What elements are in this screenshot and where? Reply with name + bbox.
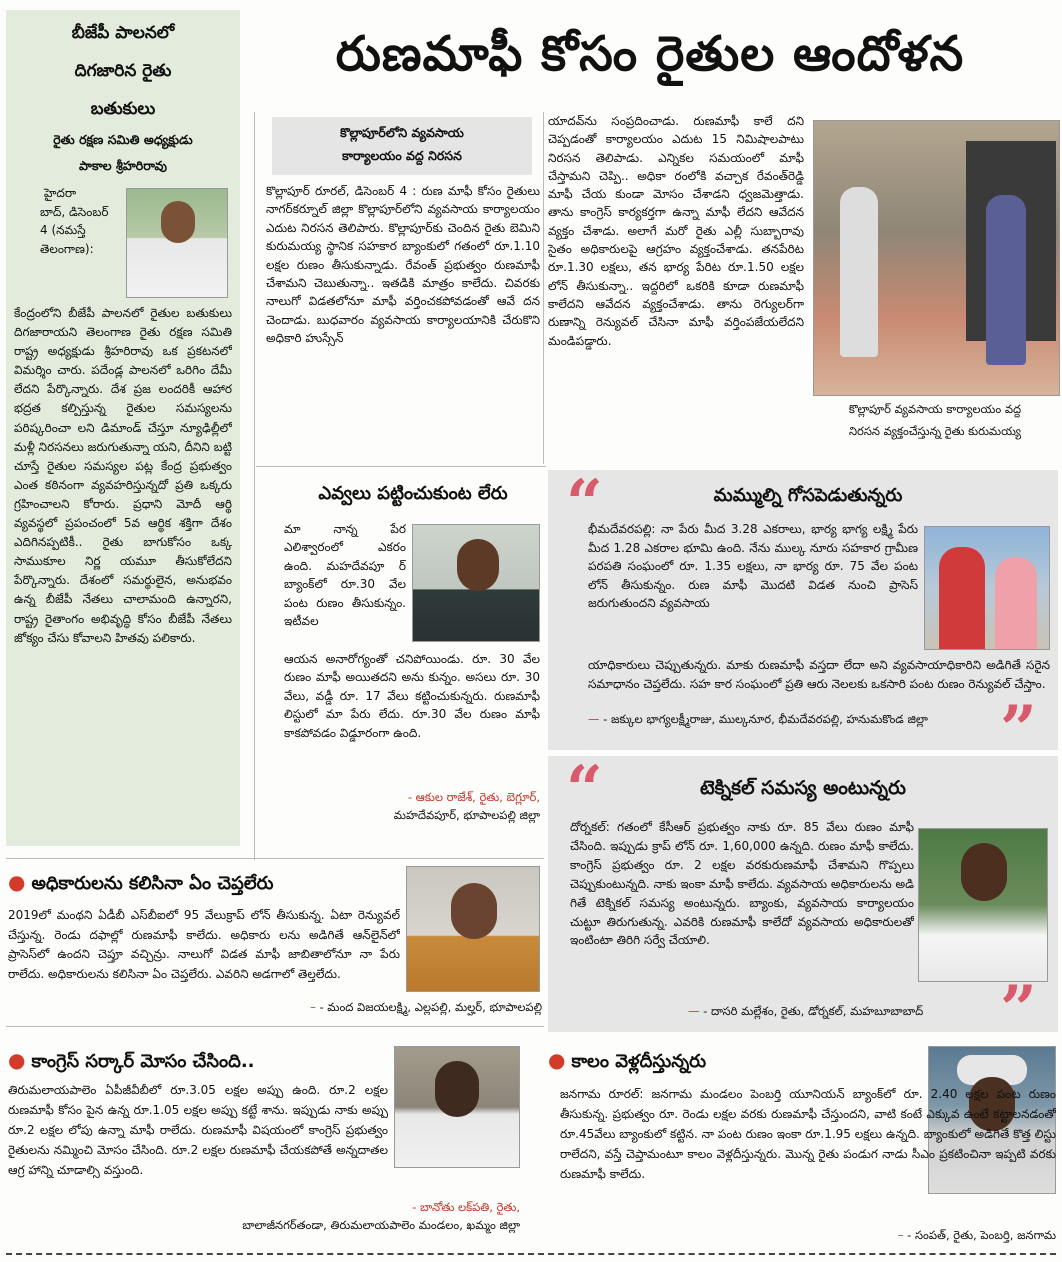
technical-portrait-photo	[918, 828, 1048, 982]
evvaru-byline	[284, 788, 540, 824]
sidebar-subtitle-line-2: పాకాల శ్రీహరిరావు	[78, 158, 168, 173]
bullet-icon: ●	[548, 1048, 566, 1072]
sidebar-title-line-3: బతుకులు	[90, 99, 156, 119]
sidebar-body: కేంద్రంలోని బీజేపీ పాలనలో రైతుల బతుకులు దిగజారాయని తెలంగాణ రైతు రక్షణ సమితి రాష్ట్ర అధ్యక్షుడు శ్రీహరిరావు ఒక ప్రకటనలో విమర్శిం చారు. పదేండ్ల పాలనలో ఒరిగిం దేమీ లేదని పేర్కొన్నారు. దేశ ప్రజ లందరికీ ఆహార భద్రత కల్పిస్తున్న రైతుల సమస్యలను పరిష్కరించా లని డిమాండ్ చేస్తూ న్యూఢిల్లీలో మళ్లీ నిరసనలు జరుగుతున్నా యని, దీనిని బట్టి చూస్తే రైతుల సమస్యల పట్ల కేంద్ర ప్రభుత్వం ఎంత కఠినంగా వ్యవహరిస్తున్నదో ప్రతి ఒక్కరు గ్రహించాలని కోరారు. ప్రధాని మోదీ ఆర్థి వ్యవస్థలో ప్రపంచంలో 5వ ఆర్థిక శక్తిగా దేశం ఎదిగినప్పటికీ.. రైతు బాగుకోసం ఒక్క సాముకూల నిర్ణ యమూ తీసుకోలేదని పేర్కొన్నారు. దేశంలో సమర్థులైన, అనుభవం ఉన్న బీజేపీ నేతలు చాలామంది ఉన్నారని, రాష్ట్ర రైతాంగం అభివృద్ధి కోసం బీజేపీ నేతలు జోక్యం చేసు కోవాలని హితవు పలికారు.	[14, 306, 232, 645]
adhikarulanu-title	[8, 868, 408, 898]
sidebar-title-line-2: దిగజారిన రైతు	[74, 61, 172, 81]
adhikarulanu-body: 2019లో మంథని ఏడీబీ ఎస్‌బీఐలో 95 వేలుక్రాప్ లోన్ తీసుకున్న. ఏటా రెన్యువల్ చేస్తున్న. రెండు దఫాల్లో రుణమాఫీ కాలేదు. అధికారు లను అడిగితే ఆన్‌లైన్‌లో ప్రాసెస్‌లో ఉందని చెప్తూ వచ్చిన్రు. నాలుగో విడత మాఫీ జాబితాలోనూ నా పేరు రాలేదు. అధికారులను కలిసినా ఏం చెప్తలేరు. ఎవరిని అడగాలో తెల్తలేదు.	[8, 908, 400, 981]
technical-body: దోర్నకల్: గతంలో కేసీఆర్ ప్రభుత్వం నాకు రూ. 85 వేలు రుణం మాఫీ చేసింది. ఇప్పుడు క్రాప్ లోన్ రూ. 1,60,000 ఉన్నది. రుణం మాఫీ కాలేదు. కాంగ్రెస్ ప్రభుత్వం రూ. 2 లక్షల వరకురుణమాఫీ చేశామని గొప్పలు చెప్పుకుంటున్నది. నాకు ఇంకా మాఫీ కాలేదు. వ్యవసాయ అధికారులను అడి గితే టెక్నికల్ సమస్య అంటున్నరు. బ్యాంకు, వ్యవసాయ కార్యాలయం చుట్టూ తిరుగుతున్న. ఎవరికి రుణమాఫీ కాలేదో వ్యవసాయ అధికారులతో ఇంటింటా తిరిగి సర్వే చేయాలి.	[570, 820, 914, 948]
congress-body: తిరుమలాయపాలెం ఏపీజీవీబీలో రూ.3.05 లక్షల అప్పు ఉంది. రూ.2 లక్షల రుణమాఫీ కోసం పైన ఉన్న రూ.1.05 లక్షల అప్పు కట్టే శాను. ఇప్పుడు నాకు అప్పు రూ.2 లక్షల లోపు ఉన్నా మాఫీ రాలేదు. రుణమాఫీ విషయంలో కాంగ్రెస్ ప్రభుత్వం రైతులను నమ్మించి మోసం చేసింది. రూ.2 లక్షల రుణమాఫీ చేయకపోతే అన్నదాతల ఆగ్ర హాన్ని చూడాల్సి వస్తుంది.	[8, 1083, 388, 1177]
evvaru-body-top: మా నాన్న పేర ఎలిశ్వారంలో ఎకరం ఉంది. మహదేవపూ ర్ బ్యాంక్‌లో రూ.30 వేల పంట రుణం తీసుకున్నం. ఇటీవల	[284, 522, 406, 629]
evvaru-portrait-photo	[412, 524, 540, 642]
adhikarulanu-portrait-photo	[406, 866, 540, 992]
kalam-title-text: కాలం వెళ్లదీస్తున్నరు	[571, 1051, 707, 1072]
byline-dash: —	[588, 712, 604, 726]
dateline-line: బాద్, డిసెంబర్	[40, 204, 109, 219]
byline-text: - సంపత్, రైతు, పెంబర్తి, జనగామ	[907, 1228, 1056, 1242]
open-quote-icon: “	[566, 758, 603, 822]
portrait-head	[161, 201, 195, 243]
section-rule	[6, 1026, 544, 1027]
dateline-line: తెలంగాణ):	[40, 241, 94, 256]
dateline-line: 4 (నమస్తే	[40, 223, 86, 238]
caption-line-2: నిరసన వ్యక్తంచేస్తున్న రైతు కురుమయ్య	[848, 424, 1022, 438]
mammulni-byline	[588, 710, 1008, 728]
sidebar-subtitle-line-1: రైతు రక్షణ సమితి అధ్యక్షుడు	[53, 132, 193, 147]
congress-portrait-photo	[394, 1046, 520, 1168]
byline-line-2: మహదేవపూర్, భూపాలపల్లి జిల్లా	[393, 808, 540, 822]
kalam-title	[548, 1046, 888, 1076]
byline-dash: —	[688, 1004, 704, 1018]
kollapur-subhead-line-1: కొల్లాపూర్‌లోని వ్యవసాయ	[340, 125, 464, 140]
byline-line-1: - బానోతు లక్‌పతి, రైతు,	[412, 1200, 520, 1214]
byline-dash: –	[310, 1000, 320, 1014]
officer-figure	[986, 195, 1026, 365]
open-quote-icon: “	[566, 472, 603, 536]
husband-figure	[939, 547, 985, 650]
byline-line-2: బాలాజీనగర్‌తండా, తిరుమలాయపాలెం మండలం, ఖమ్మం జిల్లా	[242, 1218, 520, 1232]
bullet-icon: ●	[8, 870, 26, 894]
mammulni-body-bottom: యాధికారులు చెప్పుతున్నరు. మాకు రుణమాఫీ వస్తదా లేదా అని వ్యవసాయాధికారిని అడిగితే సరైన సమాధానం చెప్తలేదు. సహ కార సంఘంలో ప్రతి ఆరు నెలలకు ఒకసారి పంట రుణం రెన్యువల్ చేస్తాం.	[588, 658, 1050, 691]
wife-figure	[995, 557, 1037, 650]
section-rule	[6, 858, 544, 859]
close-quote-icon: ”	[1000, 698, 1037, 750]
evvaru-title: ఎవ్వలు పట్టించుకుంట లేరు	[318, 483, 508, 504]
column-rule	[254, 112, 255, 860]
headline: రుణమాఫీ కోసం రైతుల ఆందోళన	[335, 26, 965, 82]
byline-text: - మంద విజయలక్ష్మి, ఎల్లపల్లి, మల్హర్, భూపాలపల్లి	[319, 1000, 542, 1014]
byline-text: - జక్కుల భాగ్యలక్ష్మీరాజు, ముల్కనూర, భీమదేవరపల్లి, హనుమకొండ జిల్లా	[603, 712, 928, 726]
portrait-head	[457, 539, 499, 591]
sidebar-title-line-1: బీజేపీ పాలనలో	[71, 23, 175, 43]
portrait-head	[435, 1061, 479, 1117]
kollapur-caption	[810, 398, 1060, 450]
mammulni-box	[548, 470, 1058, 750]
farmer-figure	[840, 187, 878, 357]
section-rule	[256, 466, 546, 467]
byline-line-1: - ఆకుల రాజేశ్, రైతు, బెగ్లూర్,	[407, 790, 540, 804]
mammulni-title: మమ్ముల్ని గోసపెడుతున్నరు	[713, 485, 903, 506]
technical-title: టెక్నికల్ సమస్య అంటున్నరు	[700, 777, 906, 799]
congress-title	[8, 1046, 392, 1076]
page-bottom-dashed-rule	[6, 1253, 1056, 1255]
byline-text: - దాసరి మల్లేశం, రైతు, డోర్నకల్, మహబూబాబాద్	[703, 1004, 924, 1018]
dateline-line: హైదరా	[44, 186, 77, 200]
mammulni-body-top: భీమదేవరపల్లి: నా పేరు మీద 3.28 ఎకరాలు, భార్య భాగ్య లక్ష్మి పేరు మీద 1.28 ఎకరాల భూమి ఉంది. నేను ముల్క నూరు సహకార గ్రామీణ పరపతి సంఘంలో రూ. 1.35 లక్షలు, నా భార్య రూ. 75 వేల పంట లోన్ తీసుకున్నం. రుణ మాఫీ మొదటి విడత నుంచి ప్రాసెస్ జరుగుతుందని వ్యవసాయ	[588, 522, 918, 611]
kollapur-photo	[813, 120, 1060, 396]
congress-title-text: కాంగ్రెస్ సర్కార్ మోసం చేసింది..	[31, 1051, 255, 1072]
kalam-byline	[800, 1226, 1056, 1244]
adhikarulanu-title-text: అధికారులను కలిసినా ఏం చెప్తలేరు	[31, 873, 274, 894]
mammulni-couple-photo	[924, 526, 1050, 650]
kollapur-subhead-line-2: కార్యాలయం వద్ద నిరసన	[342, 148, 462, 163]
portrait-head	[451, 883, 497, 939]
close-quote-icon: ”	[1000, 978, 1037, 1032]
evvaru-body-bottom: ఆయన అనారోగ్యంతో చనిపోయిండు. రూ. 30 వేల రుణం మాఫీ అయితదని అను కున్నం. అసలు రూ. 30 వేలు, వడ్డీ రూ. 17 వేలు కట్టించుకున్నరు. రుణమాఫీ లిస్టులో మా పేరు లేదు. రూ.30 వేల రుణం మాఫీ కాకపోవడం విడ్డూరంగా ఉంది.	[284, 652, 540, 740]
adhikarulanu-byline	[206, 998, 542, 1016]
portrait-head	[961, 843, 1007, 901]
sidebar-dateline	[18, 184, 122, 258]
byline-dash: –	[897, 1228, 908, 1242]
kollapur-body: కొల్లాపూర్ రూరల్, డిసెంబర్ 4 : రుణ మాఫీ కోసం రైతులు నాగర్‌కర్నూల్ జిల్లా కొల్లాపూర్‌లోని వ్యవసాయ కార్యాలయం ఎదుట నిరసన తెలిపారు. కొల్లాపూర్‌కు చెందిన రైతు బెమిని కురుమయ్య స్థానిక సహకార బ్యాంకులో గతంలో రూ.1.10 లక్షల రుణం తీసుకున్నాడు. రేవంత్ ప్రభుత్వం రుణమాఫీ చేశామని చెబుతున్నా.. ఇతడికి మాత్రం కాలేదు. చివరకు నాలుగో విడతలోనూ మాఫీ వర్తించకపోవడంతో ఆవే దన చెందాడు. బుధవారం వ్యవసాయ కార్యాలయానికి చేరుకొని అధికారి హుస్సేన్	[266, 184, 540, 346]
kollapur-body-continued: యాదవ్‌ను సంప్రదించాడు. రుణమాఫీ కాలే దని చెప్పడంతో కార్యాలయం ఎదుట 15 నిమిషాలపాటు నిరసన తెలిపాడు. ఎన్నికల సమయంలో మాఫీ చేస్తామని చెప్పి.. అధికా రంలోకి వచ్చాక రేవంత్‌రెడ్డి మాఫీ చేయ కుండా మోసం చేశాడని ధ్వజమెత్తాడు. తాను కాంగ్రెస్ కార్యకర్తగా ఉన్నా మాఫీ లేదని ఆవేదన వ్యక్తం చేశాడు. అలాగే మరో రైతు ఎల్లీ సుబ్బారావు సైతం అధికారులపై ఆగ్రహం వ్యక్తంచేశాడు. తనపేరిట రూ.1.30 లక్షలు, తన భార్య పేరిట రూ.1.50 లక్షల లోన్ తీసుకున్నా.. ఇద్దరిలో ఒకరికి కూడా రుణమాఫీ కాలేదని ఆవేదన వ్యక్తంచేశాడు. తాను రెగ్యులర్‌గా రుణాన్ని రెన్యువల్ చేసినా మాఫీ వర్తింపజేయలేదని మండిపడ్డారు.	[548, 114, 804, 348]
caption-line-1: కొల్లాపూర్ వ్యవసాయ కార్యాలయం వద్ద	[848, 402, 1022, 416]
kalam-body: జనగామ రూరల్: జనగామ మండలం పెంబర్తి యూనియన్ బ్యాంక్‌లో రూ. 2.40 లక్షల పంట రుణం తీసుకున్న. ప్రభుత్వం రూ. రెండు లక్షల వరకు రుణమాఫీ చేస్తుందని, వాటి కంటే ఎక్కువ ఉంటే కట్టాలనడంతో రూ.45వేలు బ్యాంకులో కట్టిన. నా పంట రుణం ఇంకా రూ.1.95 లక్షలు ఉన్నది. బ్యాంకులో అడిగితే కొత్త లిస్టు రాలేదని, వస్తే చెప్తామంటూ కాలం వెళ్లదీస్తున్నరు. మొన్న రైతు పండుగ నాడు సీఎం ప్రకటించినా ఇప్పటి వరకు రుణమాఫీ కాలేదు.	[560, 1087, 1056, 1181]
bullet-icon: ●	[8, 1048, 26, 1072]
column-rule	[543, 112, 544, 464]
technical-box	[548, 756, 1058, 1032]
kollapur-subhead	[272, 117, 532, 175]
technical-byline	[688, 1002, 1008, 1020]
congress-byline	[90, 1198, 520, 1234]
sidebar-box	[6, 10, 240, 846]
